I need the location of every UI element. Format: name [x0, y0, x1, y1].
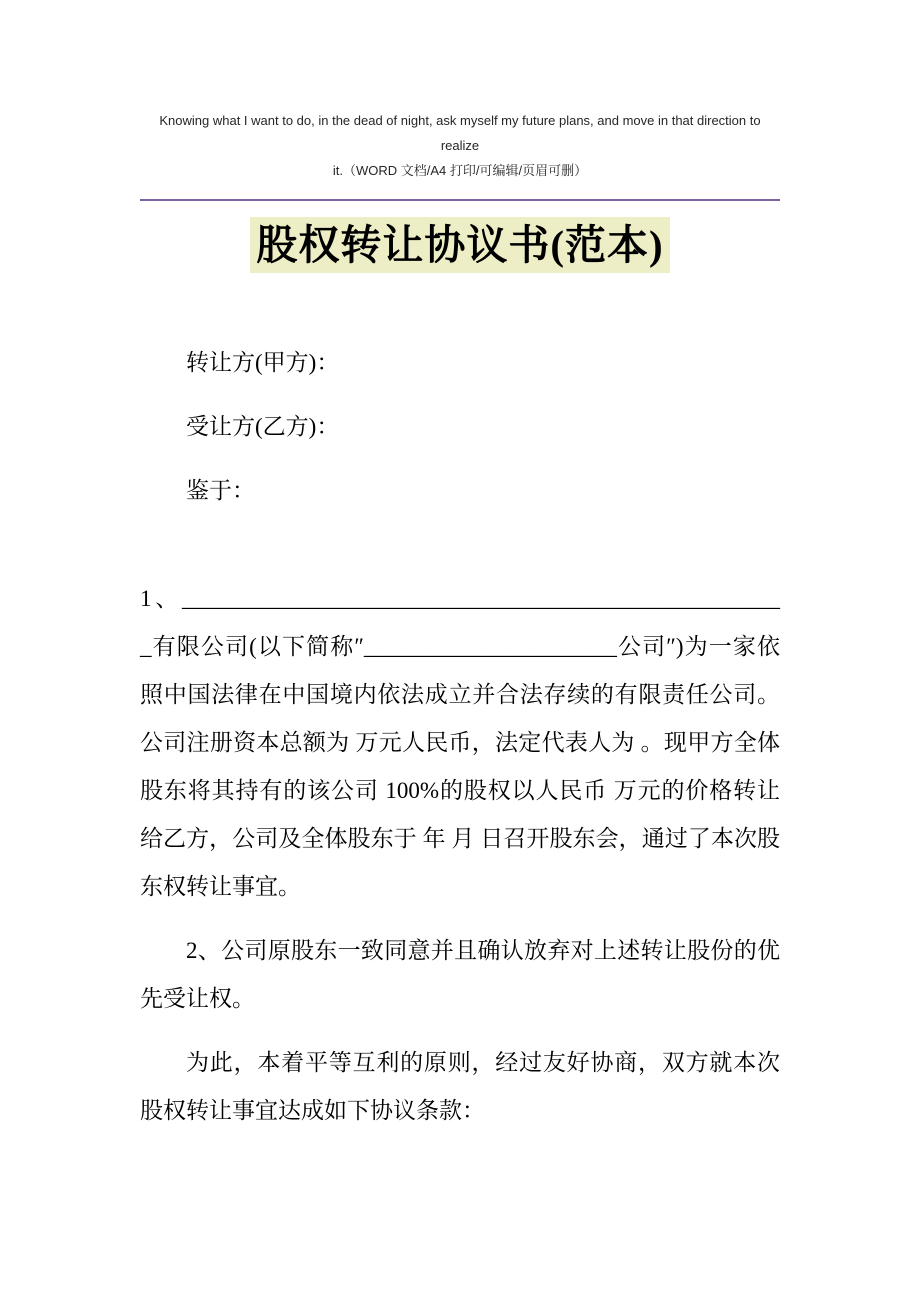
paragraph-party-b: 受让方(乙方)：	[186, 414, 340, 439]
header-divider	[140, 199, 780, 201]
paragraph-whereas: 鉴于：	[186, 478, 255, 503]
paragraph-clause-1: 1、_____________________________________________________有限公司(以下简称″______________________公司″)为一家依照中国法律在中国境内依法成立并合法存续的有限责任公司。公司注册资本总额为 万元人民币，法定代表人为 。现甲方全体股东将其持有的该公司 100%的股权以人民币 万元的价格转让给乙方，公司及全体股东于 年 月 日召开股东会，通过了本次股东权转让事宜。	[140, 586, 780, 899]
paragraph-party-a: 转让方(甲方)：	[186, 350, 340, 375]
paragraph-clause-2: 2、公司原股东一致同意并且确认放弃对上述转让股份的优先受让权。	[140, 938, 780, 1011]
document-title: 股权转让协议书(范本)	[256, 222, 664, 268]
paragraph-preamble: 为此，本着平等互利的原则，经过友好协商，双方就本次股权转让事宜达成如下协议条款：	[140, 1050, 780, 1123]
header-tagline-line1: Knowing what I want to do, in the dead of night, ask myself my future plans, and move in that direction to realize	[159, 113, 761, 153]
title-highlight	[250, 217, 669, 273]
header-tagline-line2: it.（WORD 文档/A4 打印/可编辑/页眉可删）	[332, 163, 588, 178]
title-row	[0, 217, 920, 273]
document-header	[140, 0, 780, 183]
document-body	[140, 273, 780, 1135]
